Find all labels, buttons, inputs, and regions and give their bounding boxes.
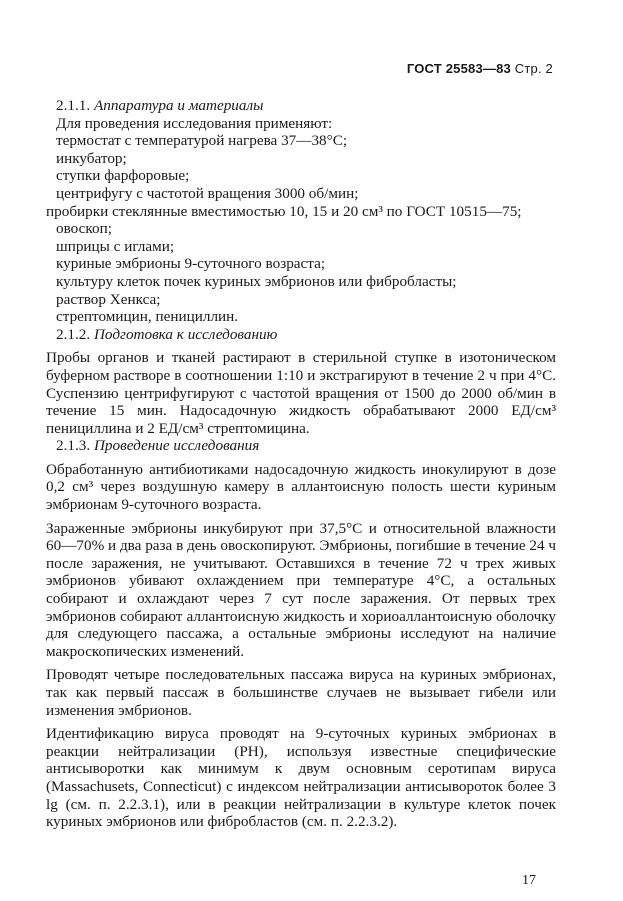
doc-number: ГОСТ 25583—83 [406,61,511,76]
section-heading-2-1-2: 2.1.2. Подготовка к исследованию [56,325,278,343]
page-label: Стр. 2 [514,61,553,76]
list-item: раствор Хенкса; [56,290,161,308]
page-number: 17 [522,873,536,888]
list-item: инкубатор; [56,149,127,167]
list-item: стрептомицин, пенициллин. [56,308,239,326]
list-item: термостат с температурой нагрева 37—38°С; [56,132,348,150]
list-item: шприцы с иглами; [56,237,175,255]
section-heading-2-1-3: 2.1.3. Проведение исследования [56,437,260,455]
procedure-paragraph: Идентификацию вируса проводят на 9-суточных куриных эмбрионах в реакции нейтрализации (РН), используя известные специфические антисыворотки как минимум к двум основным серотипам вируса (Massachusets, Connecticut) с индексом нейтрализации антисывороток более 3 lg (см. п. 2.2.3.1), или в реакции нейтрализации в культуре клеток почек куриных эмбрионов или фибробластов (см. п. 2.2.3.2). [46,725,556,831]
list-item: ступки фарфоровые; [56,167,190,185]
list-item: пробирки стеклянные вместимостью 10, 15 и 20 см³ по ГОСТ 10515—75; [46,202,522,220]
document-body [46,97,556,831]
list-item: центрифугу с частотой вращения 3000 об/мин; [56,184,359,202]
materials-intro: Для проведения исследования применяют: [56,114,333,132]
list-item: овоскоп; [56,220,112,238]
running-header [407,61,553,76]
procedure-paragraph: Зараженные эмбрионы инкубируют при 37,5°С и относительной влажности 60—70% и два раза в день овоскопируют. Эмбрионы, погибшие в течение 24 ч после заражения, не учитывают. Оставшихся в течение 72 ч трех живых эмбрионов убивают охлаждением при температуре 4°С, а остальных собирают и охлаждают через 7 сут после заражения. От первых трех эмбрионов собирают аллантоисную жидкость и хориоаллантоисную оболочку для следующего пассажа, а остальные эмбрионы исследуют на наличие макроскопических изменений. [46,519,556,660]
preparation-paragraph: Пробы органов и тканей растирают в стерильной ступке в изотоническом буферном растворе в соотношении 1:10 и экстрагируют в течение 2 ч при 4°С. Суспензию центрифугируют с частотой вращения от 1500 до 2000 об/мин в течение 15 мин. Надосадочную жидкость обрабатывают 2000 ЕД/см³ пенициллина и 2 ЕД/см³ стрептомицина. [46,349,556,437]
procedure-paragraph: Проводят четыре последовательных пассажа вируса на куриных эмбрионах, так как первый пассаж в большинстве случаев не вызывает гибели или изменения эмбрионов. [46,666,556,719]
list-item: куриные эмбрионы 9-суточного возраста; [56,255,326,273]
section-heading-2-1-1: 2.1.1. Аппаратура и материалы [56,97,264,114]
procedure-paragraph: Обработанную антибиотиками надосадочную жидкость инокулируют в дозе 0,2 см³ через воздушную камеру в аллантоисную полость шести куриным эмбрионам 9-суточного возраста. [46,460,556,514]
list-item: культуру клеток почек куриных эмбрионов или фибробласты; [56,272,457,290]
